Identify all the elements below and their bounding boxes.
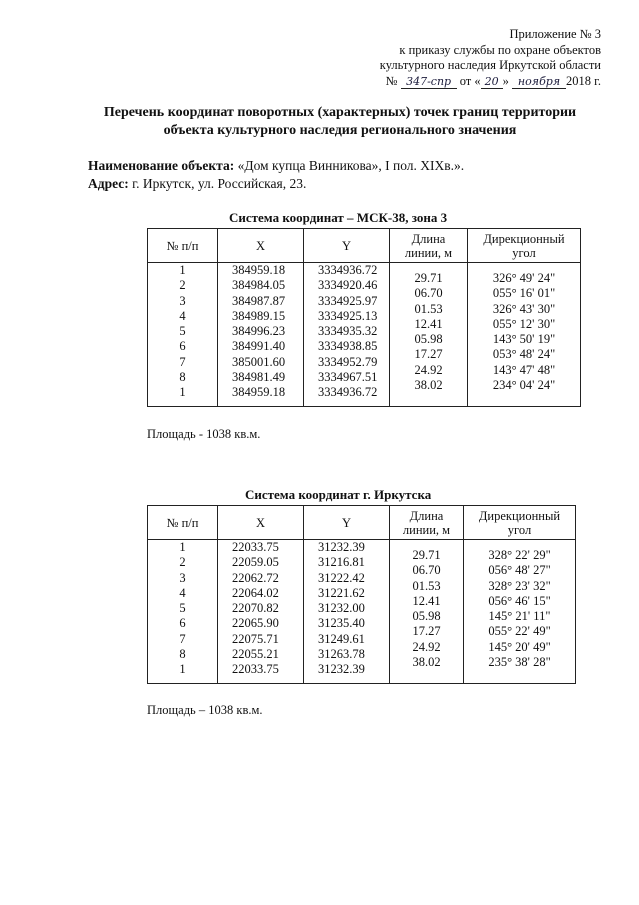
day-field (481, 74, 503, 89)
object-name-value: «Дом купца Винникова», I пол. XIXв.». (234, 158, 465, 173)
angle-value: 055° 22' 49" (488, 624, 551, 639)
object-address-label: Адрес: (88, 176, 129, 191)
point-number: 1 (179, 540, 186, 554)
table-2-area: Площадь – 1038 кв.м. (147, 703, 263, 717)
object-info (88, 157, 464, 193)
x-value: 384991.40 (232, 339, 286, 354)
x-value: 22059.05 (232, 555, 279, 570)
header-length-line2: линии, м (404, 245, 453, 260)
length-value: 05.98 (412, 609, 441, 624)
y-value: 31222.42 (318, 570, 365, 585)
length-value: 06.70 (414, 286, 443, 301)
length-value: 24.92 (412, 639, 441, 654)
x-value: 384984.05 (232, 278, 286, 293)
angle-value: 056° 48' 27" (488, 563, 551, 578)
header-x: X (218, 506, 304, 540)
x-value: 384981.49 (232, 370, 286, 385)
x-value: 384959.18 (232, 263, 286, 277)
from-label: от « (459, 73, 481, 88)
y-value: 3334925.97 (318, 293, 378, 308)
header-length-line1: Длина (409, 508, 444, 523)
length-value: 05.98 (414, 332, 443, 347)
column-angle (464, 540, 576, 684)
column-length (390, 263, 468, 407)
month-handwritten: ноября (517, 75, 561, 88)
y-value: 3334920.46 (318, 278, 378, 293)
angle-value: 234° 04' 24" (492, 378, 556, 393)
object-address-line (88, 175, 464, 193)
length-value: 17.27 (414, 347, 443, 362)
table-header-row (148, 506, 576, 540)
angle-value: 143° 47' 48" (492, 362, 556, 377)
column-y (304, 540, 390, 684)
x-value: 22033.75 (232, 540, 279, 554)
length-value: 06.70 (412, 563, 441, 578)
point-number: 5 (179, 601, 186, 616)
y-value: 31216.81 (318, 555, 365, 570)
angle-value: 053° 48' 24" (492, 347, 556, 362)
table-2-caption: Система координат г. Иркутска (245, 487, 432, 502)
column-num (148, 540, 218, 684)
header-num: № п/п (148, 229, 218, 263)
x-value: 384989.15 (232, 308, 286, 323)
point-number: 4 (179, 308, 186, 323)
angle-value: 326° 49' 24" (492, 271, 556, 285)
x-value: 384996.23 (232, 324, 286, 339)
point-number: 2 (179, 278, 186, 293)
y-value: 31249.61 (318, 631, 365, 646)
header-angle-line2: угол (507, 522, 532, 537)
length-value: 01.53 (412, 578, 441, 593)
angle-value: 055° 12' 30" (492, 316, 556, 331)
header-num: № п/п (148, 506, 218, 540)
document-heading (60, 104, 620, 140)
x-value: 384959.18 (232, 385, 286, 400)
point-number: 6 (179, 616, 186, 631)
angle-value: 055° 16' 01" (492, 286, 556, 301)
x-value: 22065.90 (232, 616, 279, 631)
angle-value: 328° 22' 29" (488, 548, 551, 562)
x-value: 22033.75 (232, 662, 279, 677)
header-angle (464, 506, 576, 540)
angle-value: 143° 50' 19" (492, 332, 556, 347)
length-value: 38.02 (414, 378, 443, 393)
x-value: 22070.82 (232, 601, 279, 616)
x-value: 22075.71 (232, 631, 279, 646)
heading-line-2: объекта культурного наследия регионального значения (163, 123, 517, 138)
y-value: 31232.00 (318, 601, 365, 616)
point-number: 3 (179, 293, 186, 308)
point-number: 3 (179, 570, 186, 585)
day-handwritten: 20 (484, 75, 499, 88)
month-field (512, 74, 566, 89)
point-number: 1 (179, 385, 186, 400)
angle-value: 328° 23' 32" (488, 578, 551, 593)
appendix-line-3: культурного наследия Иркутской области (379, 58, 601, 72)
table-body-row (148, 263, 581, 407)
column-x (218, 540, 304, 684)
length-value: 24.92 (414, 362, 443, 377)
appendix-line-1: Приложение № 3 (509, 27, 601, 41)
y-value: 3334936.72 (318, 263, 378, 277)
order-number-handwritten: 347-спр (406, 75, 452, 88)
object-address-value: г. Иркутск, ул. Российская, 23. (128, 176, 307, 191)
column-angle (468, 263, 581, 407)
point-number: 1 (179, 662, 186, 677)
header-length (390, 229, 468, 263)
point-number: 8 (179, 370, 186, 385)
header-y: Y (304, 506, 390, 540)
object-name-line (88, 157, 464, 175)
column-length (390, 540, 464, 684)
appendix-line-2: к приказу службы по охране объектов (399, 42, 601, 57)
y-value: 3334952.79 (318, 354, 378, 369)
point-number: 6 (179, 339, 186, 354)
length-value: 29.71 (414, 271, 443, 285)
object-name-label: Наименование объекта: (88, 158, 235, 173)
angle-value: 145° 20' 49" (488, 639, 551, 654)
y-value: 31221.62 (318, 585, 365, 600)
header-x: X (218, 229, 304, 263)
length-value: 12.41 (412, 593, 441, 608)
point-number: 8 (179, 647, 186, 662)
point-number: 7 (179, 354, 186, 369)
y-value: 3334936.72 (318, 385, 378, 400)
header-y: Y (304, 229, 390, 263)
y-value: 31232.39 (318, 540, 365, 554)
y-value: 3334935.32 (318, 324, 378, 339)
y-value: 3334967.51 (318, 370, 378, 385)
table-body-row (148, 540, 576, 684)
length-value: 01.53 (414, 301, 443, 316)
x-value: 385001.60 (232, 354, 286, 369)
length-value: 38.02 (412, 655, 441, 670)
quote-close: » (502, 73, 509, 88)
coordinates-table-2 (147, 505, 576, 684)
x-value: 22055.21 (232, 647, 279, 662)
point-number: 5 (179, 324, 186, 339)
number-label: № (385, 73, 398, 88)
order-number-field (401, 74, 457, 89)
angle-value: 235° 38' 28" (488, 655, 551, 670)
column-y (304, 263, 390, 407)
y-value: 3334938.85 (318, 339, 378, 354)
table-1-area: Площадь - 1038 кв.м. (147, 427, 261, 441)
x-value: 22064.02 (232, 585, 279, 600)
y-value: 31263.78 (318, 647, 365, 662)
x-value: 22062.72 (232, 570, 279, 585)
column-num (148, 263, 218, 407)
header-length-line1: Длина (411, 231, 446, 246)
year-label: 2018 г. (566, 73, 601, 88)
y-value: 31232.39 (318, 662, 365, 677)
header-angle-line1: Дирекционный (483, 231, 565, 246)
order-reference-line (301, 74, 601, 90)
point-number: 7 (179, 631, 186, 646)
angle-value: 056° 46' 15" (488, 593, 551, 608)
length-value: 12.41 (414, 316, 443, 331)
x-value: 384987.87 (232, 293, 286, 308)
coordinates-table-1 (147, 228, 581, 407)
angle-value: 145° 21' 11" (488, 609, 551, 624)
y-value: 3334925.13 (318, 308, 378, 323)
header-angle-line2: угол (512, 245, 536, 260)
table-1-caption: Система координат – МСК-38, зона 3 (229, 210, 448, 225)
point-number: 2 (179, 555, 186, 570)
column-x (218, 263, 304, 407)
header-length (390, 506, 464, 540)
length-value: 17.27 (412, 624, 441, 639)
length-value: 29.71 (412, 548, 441, 562)
heading-line-1: Перечень координат поворотных (характерных) точек границ территории (103, 105, 577, 120)
table-header-row (148, 229, 581, 263)
point-number: 4 (179, 585, 186, 600)
header-angle (468, 229, 581, 263)
header-length-line2: линии, м (402, 522, 451, 537)
point-number: 1 (179, 263, 186, 277)
angle-value: 326° 43' 30" (492, 301, 556, 316)
header-angle-line1: Дирекционный (478, 508, 561, 523)
y-value: 31235.40 (318, 616, 365, 631)
appendix-block (301, 27, 601, 89)
